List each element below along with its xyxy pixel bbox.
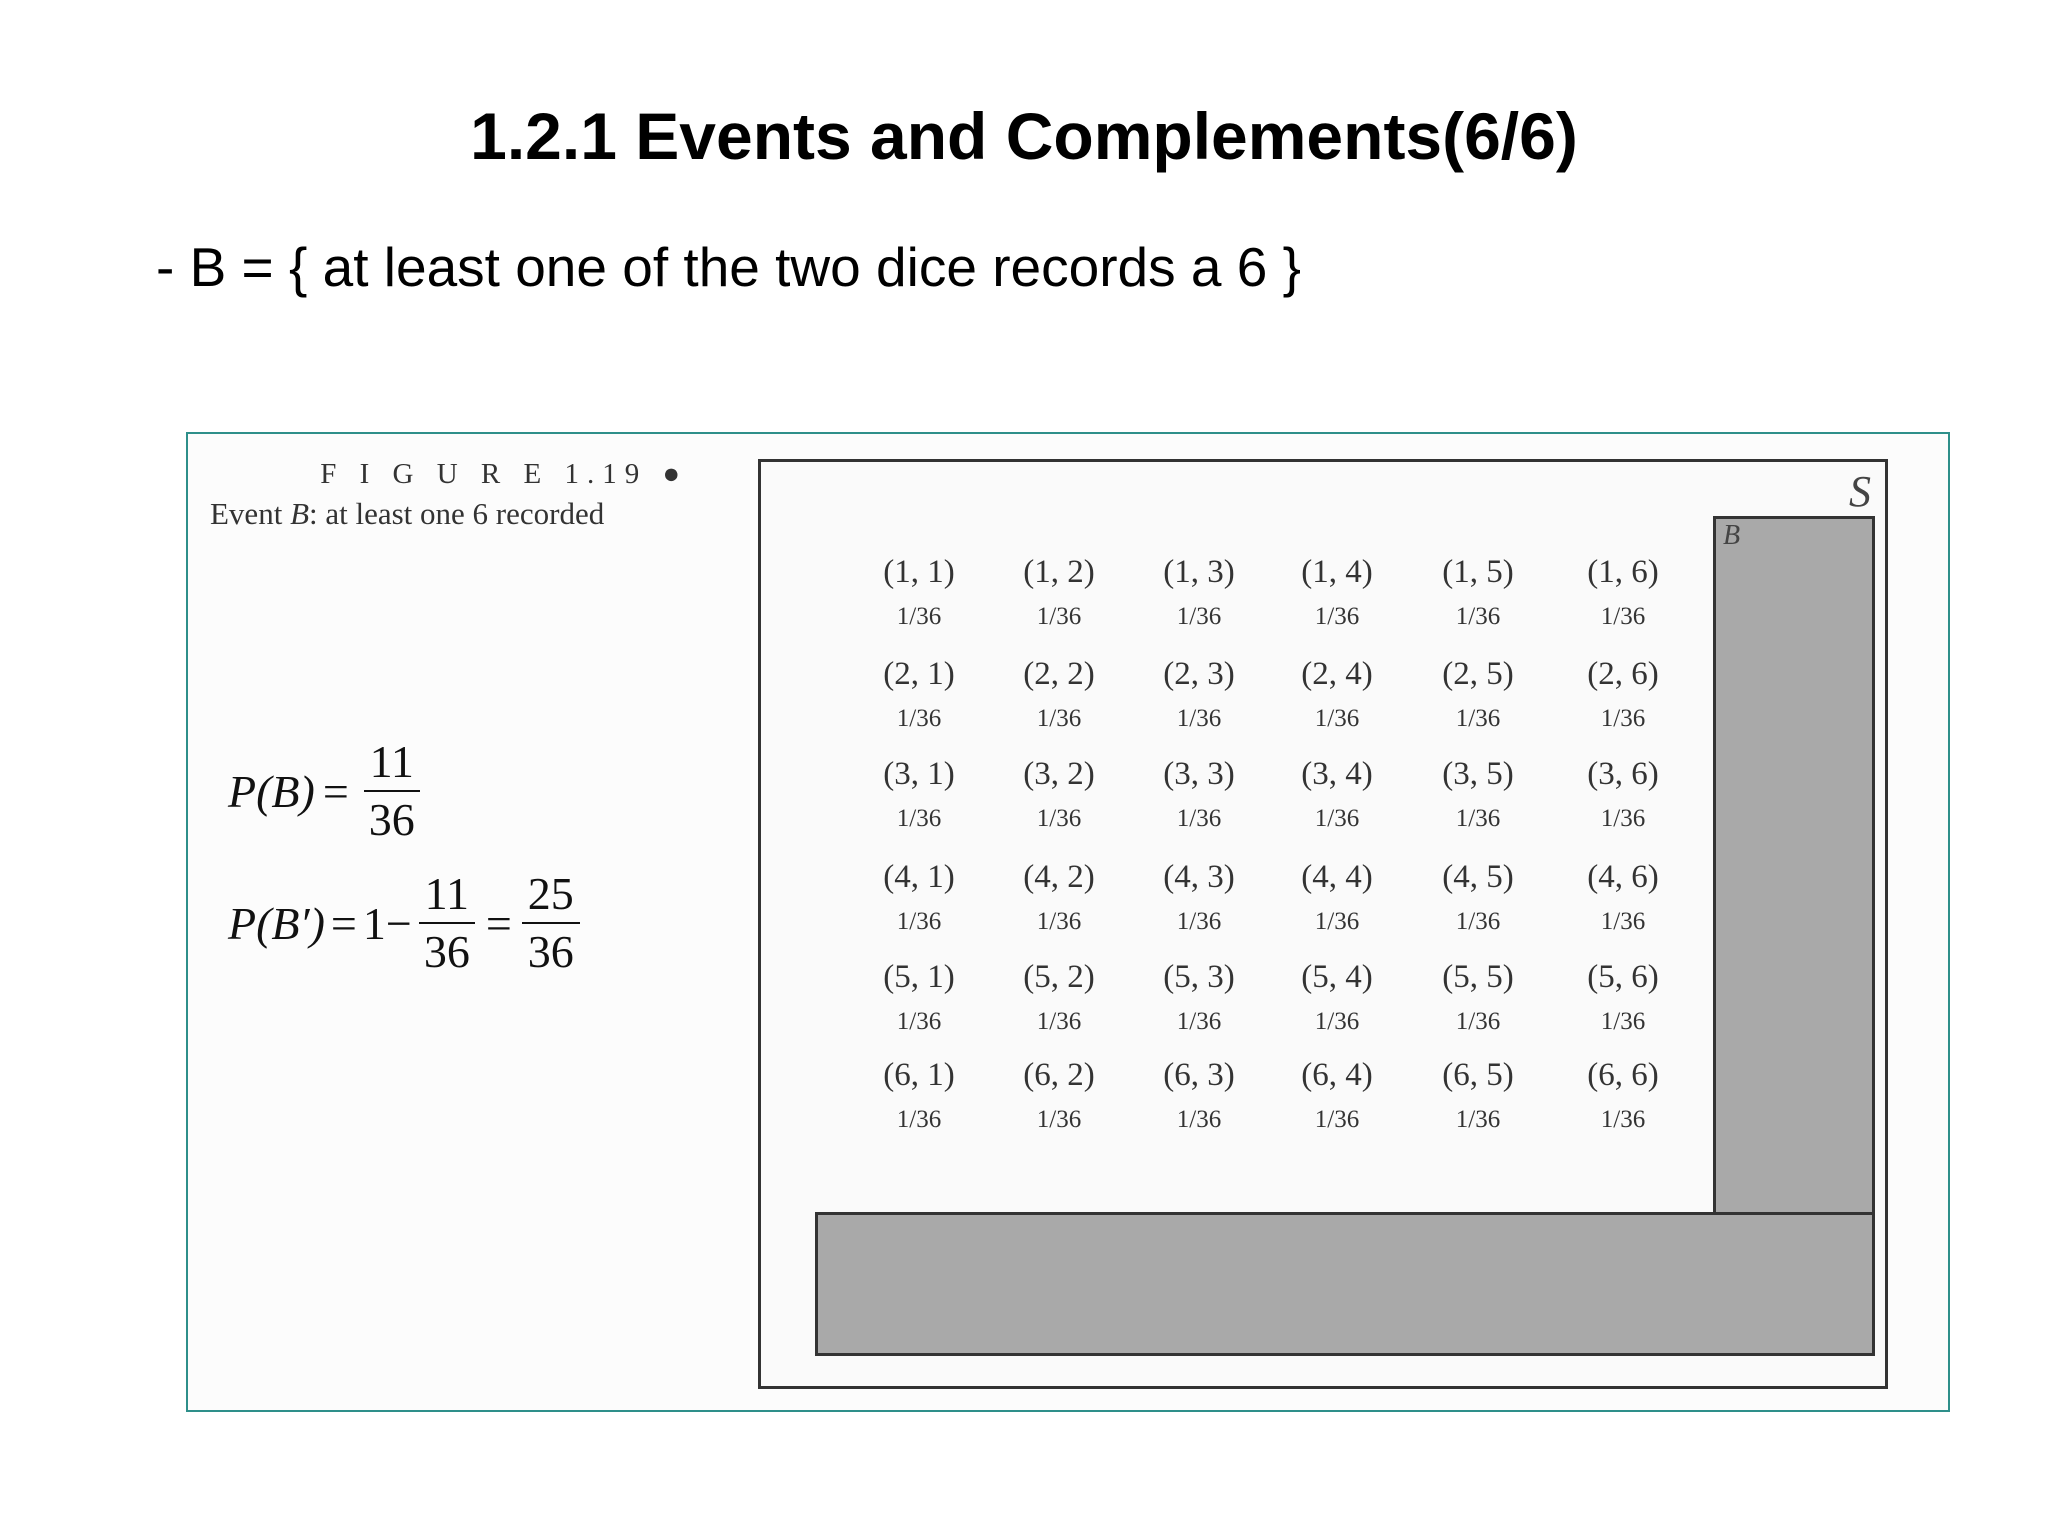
outcome-pair: (4, 3) — [1163, 859, 1235, 895]
outcome-cell — [1538, 552, 1708, 632]
outcome-pair: (1, 6) — [1587, 554, 1659, 590]
outcome-pair: (6, 3) — [1163, 1057, 1235, 1093]
outcome-pair: (3, 5) — [1442, 756, 1514, 792]
sample-space-box — [758, 459, 1888, 1389]
outcome-probability: 1/36 — [1455, 1008, 1501, 1035]
formula-pbc-numerator-2: 25 — [522, 870, 580, 924]
outcome-probability: 1/36 — [1455, 908, 1501, 935]
outcome-pair: (1, 4) — [1301, 554, 1373, 590]
figure-label — [210, 454, 680, 494]
outcome-pair: (1, 1) — [883, 554, 955, 590]
caption-event: B — [290, 496, 309, 531]
outcome-pair: (4, 2) — [1023, 859, 1095, 895]
outcome-probability: 1/36 — [1455, 705, 1501, 732]
outcome-probability: 1/36 — [1036, 1008, 1082, 1035]
outcome-probability: 1/36 — [896, 603, 942, 630]
outcome-pair: (4, 1) — [883, 859, 955, 895]
event-b-label: B — [1723, 520, 1741, 551]
formula-pbc-one: 1 — [362, 897, 386, 949]
outcome-probability: 1/36 — [1314, 1106, 1360, 1133]
caption-rest: : at least one 6 recorded — [309, 496, 605, 531]
outcome-pair: (5, 1) — [883, 959, 955, 995]
outcome-pair: (5, 5) — [1442, 959, 1514, 995]
outcome-pair: (6, 5) — [1442, 1057, 1514, 1093]
formula-pb-numerator: 11 — [364, 738, 420, 792]
outcome-pair: (6, 1) — [883, 1057, 955, 1093]
outcome-probability: 1/36 — [1314, 603, 1360, 630]
outcome-pair: (5, 3) — [1163, 959, 1235, 995]
outcome-pair: (2, 2) — [1023, 656, 1095, 692]
outcome-cell — [1538, 1055, 1708, 1135]
outcome-probability: 1/36 — [1600, 705, 1646, 732]
event-b-region-corner — [1716, 1215, 1872, 1353]
outcome-probability: 1/36 — [1455, 1106, 1501, 1133]
outcome-probability: 1/36 — [1036, 603, 1082, 630]
outcome-pair: (2, 6) — [1587, 656, 1659, 692]
outcome-probability: 1/36 — [896, 705, 942, 732]
formula-pb-denominator: 36 — [368, 794, 415, 845]
formula-pbc-denominator-2: 36 — [527, 926, 574, 977]
formula-pb — [228, 738, 427, 844]
outcome-probability: 1/36 — [1176, 1008, 1222, 1035]
outcome-cell — [1538, 857, 1708, 937]
sample-space-label: S — [1849, 467, 1871, 516]
outcome-pair: (5, 4) — [1301, 959, 1373, 995]
outcome-pair: (3, 3) — [1163, 756, 1235, 792]
outcome-probability: 1/36 — [1455, 805, 1501, 832]
slide-title: 1.2.1 Events and Complements(6/6) — [470, 99, 1578, 173]
outcome-probability: 1/36 — [1600, 908, 1646, 935]
outcome-pair: (4, 6) — [1587, 859, 1659, 895]
outcome-probability: 1/36 — [896, 1106, 942, 1133]
figure-caption — [210, 454, 680, 534]
outcome-probability: 1/36 — [1176, 603, 1222, 630]
outcome-probability: 1/36 — [896, 908, 942, 935]
formula-pbc-fraction-2 — [522, 870, 580, 976]
outcome-pair: (6, 4) — [1301, 1057, 1373, 1093]
outcome-pair: (3, 2) — [1023, 756, 1095, 792]
outcome-pair: (3, 6) — [1587, 756, 1659, 792]
outcome-pair: (3, 1) — [883, 756, 955, 792]
formula-pbc-minus: − — [385, 897, 412, 949]
outcome-probability: 1/36 — [1036, 1106, 1082, 1133]
outcome-probability: 1/36 — [1176, 908, 1222, 935]
bullet-event-definition: - B = { at least one of the two dice records a 6 } — [156, 236, 1301, 298]
outcome-cell — [1538, 957, 1708, 1037]
formula-pb-equals: = — [322, 765, 349, 817]
outcome-probability: 1/36 — [1176, 705, 1222, 732]
outcome-probability: 1/36 — [1314, 805, 1360, 832]
formula-pbc-fraction-1 — [418, 870, 476, 976]
outcome-pair: (6, 2) — [1023, 1057, 1095, 1093]
outcome-cell — [1538, 754, 1708, 834]
outcome-probability: 1/36 — [896, 805, 942, 832]
outcome-probability: 1/36 — [1036, 908, 1082, 935]
figure-frame — [186, 432, 1950, 1412]
outcome-probability: 1/36 — [1600, 603, 1646, 630]
outcome-pair: (2, 4) — [1301, 656, 1373, 692]
formula-pbc-equals-2: = — [485, 897, 512, 949]
outcome-pair: (2, 3) — [1163, 656, 1235, 692]
figure-bullet-icon: ● — [662, 458, 680, 490]
outcome-pair: (6, 6) — [1587, 1057, 1659, 1093]
outcome-cell — [1538, 654, 1708, 734]
outcome-probability: 1/36 — [1600, 805, 1646, 832]
outcome-probability: 1/36 — [1036, 705, 1082, 732]
caption-prefix: Event — [210, 496, 291, 531]
formula-pb-lhs: P(B) — [228, 765, 315, 817]
outcome-pair: (5, 2) — [1023, 959, 1095, 995]
formula-pb-complement — [228, 870, 586, 976]
outcome-pair: (1, 5) — [1442, 554, 1514, 590]
outcome-probability: 1/36 — [1600, 1008, 1646, 1035]
figure-caption-text — [210, 494, 680, 534]
outcome-probability: 1/36 — [1455, 603, 1501, 630]
outcome-probability: 1/36 — [1176, 805, 1222, 832]
outcome-probability: 1/36 — [1314, 705, 1360, 732]
outcome-probability: 1/36 — [896, 1008, 942, 1035]
outcome-probability: 1/36 — [1600, 1106, 1646, 1133]
outcome-probability: 1/36 — [1176, 1106, 1222, 1133]
outcome-pair: (1, 2) — [1023, 554, 1095, 590]
outcome-probability: 1/36 — [1036, 805, 1082, 832]
formula-pbc-equals: = — [330, 897, 357, 949]
outcome-probability: 1/36 — [1314, 1008, 1360, 1035]
formula-pbc-denominator-1: 36 — [423, 926, 470, 977]
outcome-pair: (2, 1) — [883, 656, 955, 692]
outcome-pair: (4, 4) — [1301, 859, 1373, 895]
outcome-probability: 1/36 — [1314, 908, 1360, 935]
outcome-pair: (4, 5) — [1442, 859, 1514, 895]
formula-pb-fraction — [363, 738, 421, 844]
outcome-pair: (2, 5) — [1442, 656, 1514, 692]
formula-pbc-numerator-1: 11 — [419, 870, 475, 924]
outcome-pair: (3, 4) — [1301, 756, 1373, 792]
outcome-pair: (1, 3) — [1163, 554, 1235, 590]
outcome-pair: (5, 6) — [1587, 959, 1659, 995]
figure-number: F I G U R E 1.19 — [320, 458, 648, 490]
formula-pbc-lhs: P(B′) — [228, 897, 325, 949]
